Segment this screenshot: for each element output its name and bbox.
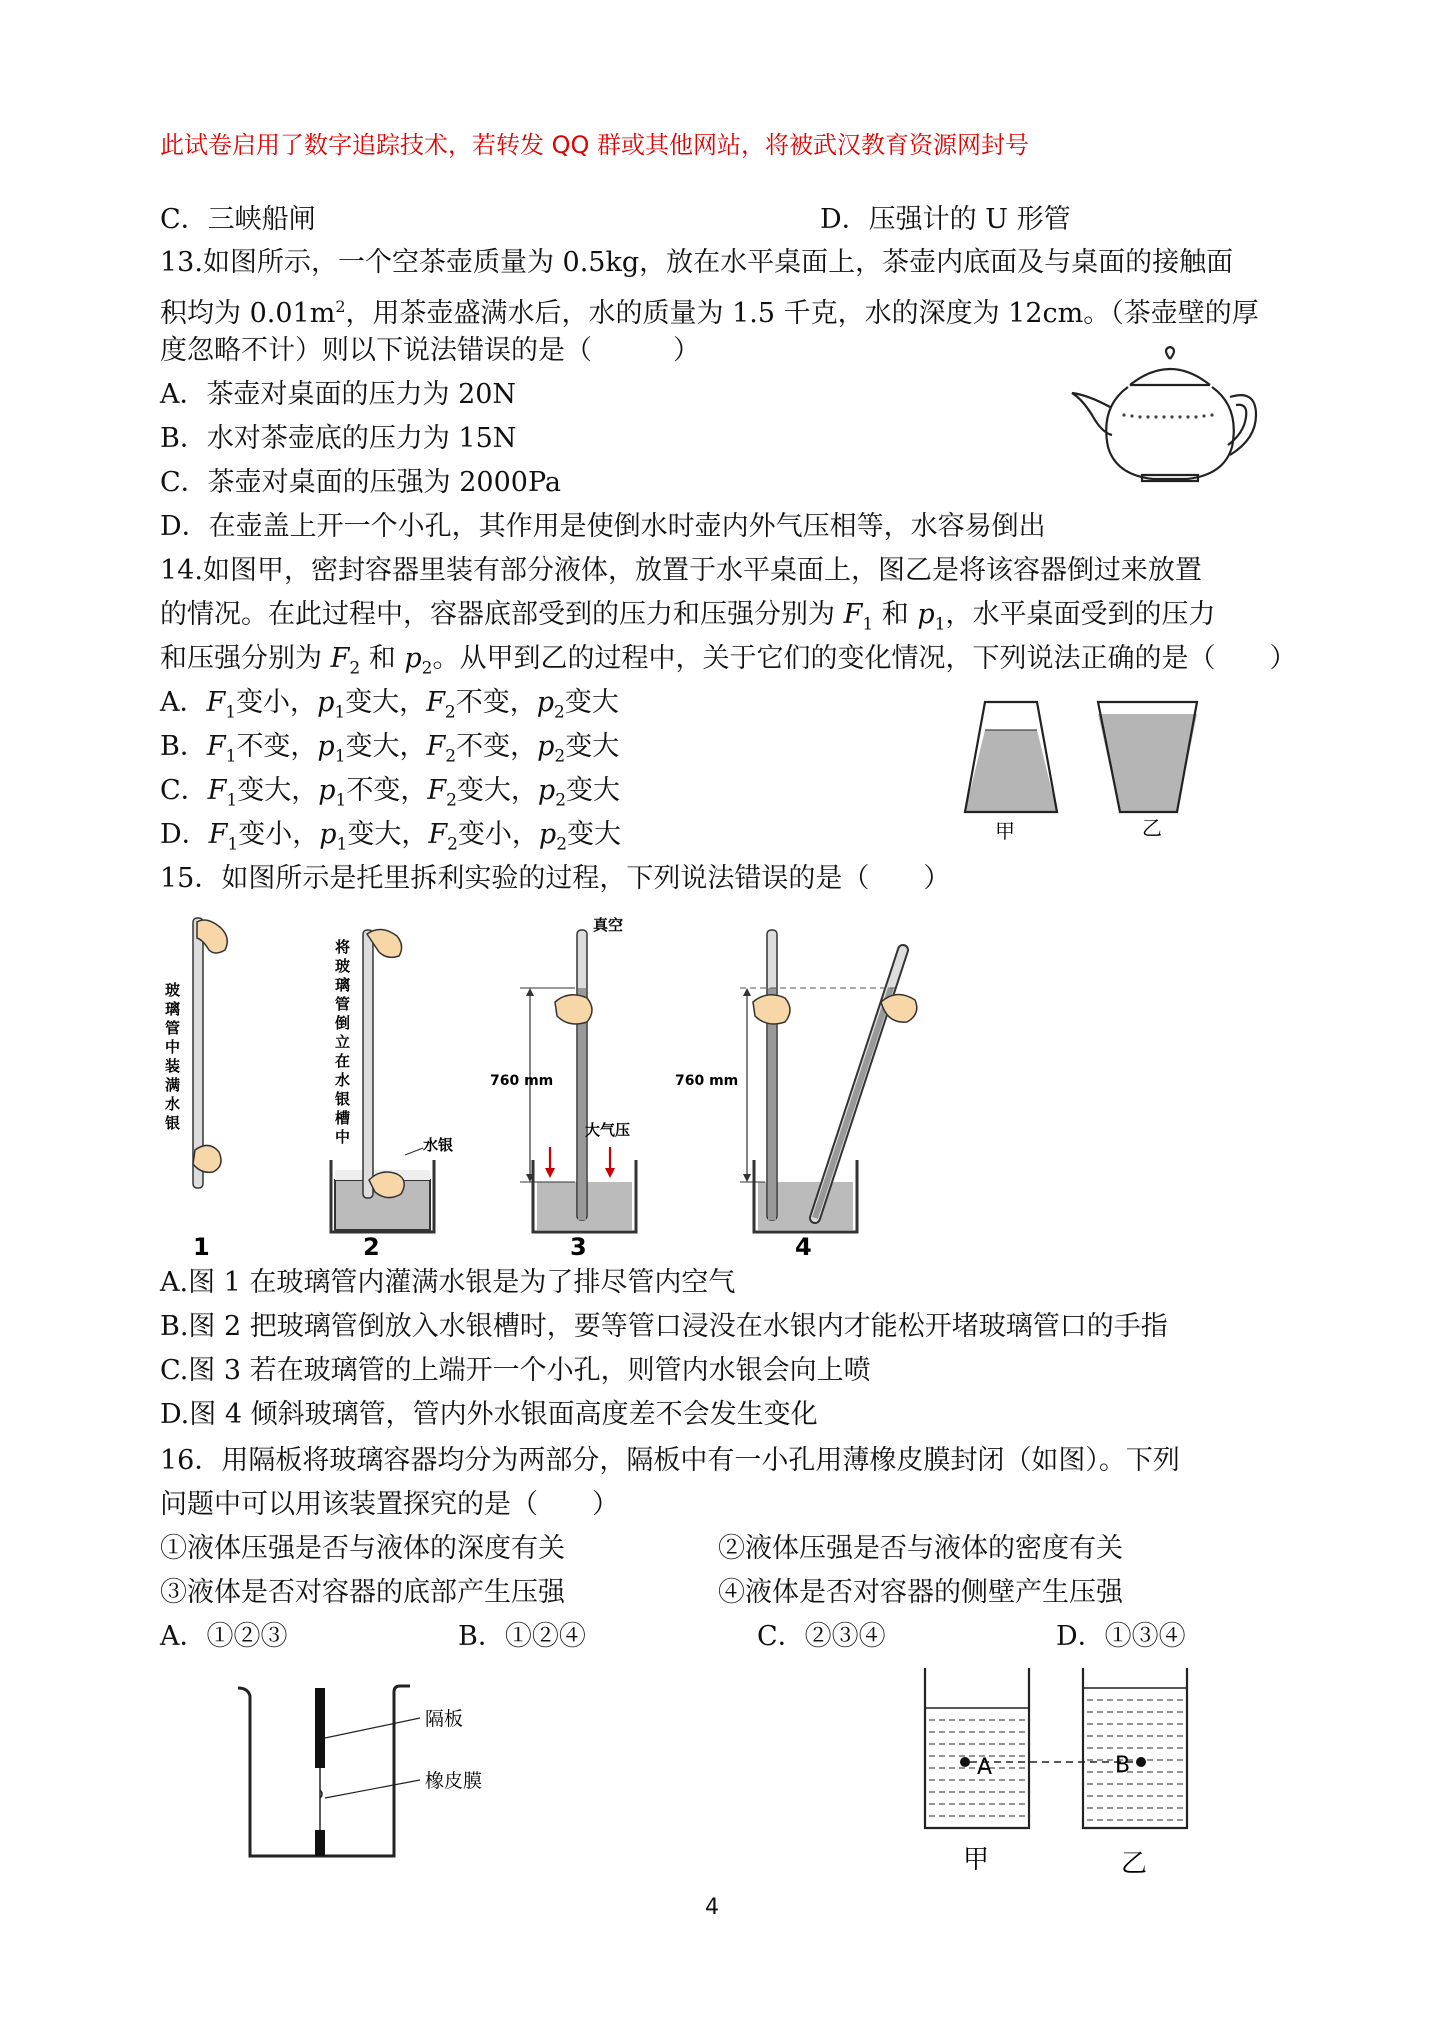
q13-stem-line1: 13.如图所示，一个空茶壶质量为 0.5kg，放在水平桌面上，茶壶内底面及与桌面的接触面 <box>160 247 1234 278</box>
q16-stem-line1: 16．用隔板将玻璃容器均分为两部分，隔板中有一小孔用薄橡皮膜封闭（如图）。下列 <box>160 1445 1180 1476</box>
q16-option-c: C．②③④ <box>757 1621 886 1652</box>
svg-text:满: 满 <box>165 1076 181 1094</box>
q13-option-b: B．水对茶壶底的压力为 15N <box>160 423 517 454</box>
svg-text:槽: 槽 <box>335 1109 351 1127</box>
label-jia: 甲 <box>995 819 1015 843</box>
container-jia <box>965 702 1057 812</box>
q12-option-d: D．压强计的 U 形管 <box>820 204 1071 235</box>
label-mercury: 水银 <box>423 1136 454 1154</box>
q14-stem-line1: 14.如图甲，密封容器里装有部分液体，放置于水平桌面上，图乙是将该容器倒过来放置 <box>160 555 1202 586</box>
fig-number-3: 3 <box>570 1233 587 1260</box>
q15-option-b: B.图 2 把玻璃管倒放入水银槽时，要等管口浸没在水银内才能松开堵玻璃管口的手指 <box>160 1311 1168 1342</box>
svg-text:水: 水 <box>165 1095 181 1113</box>
svg-text:装: 装 <box>165 1057 181 1075</box>
svg-text:中: 中 <box>165 1038 181 1056</box>
q16-option-a: A．①②③ <box>160 1621 288 1652</box>
label-point-a: A <box>977 1755 993 1780</box>
q16-item-3: ③液体是否对容器的底部产生压强 <box>160 1577 565 1608</box>
copyright-notice: 此试卷启用了数字追踪技术，若转发 QQ 群或其他网站，将被武汉教育资源网封号 <box>160 131 1030 159</box>
q14-option-c: C．$F_1$变大，$p_1$不变，$F_2$变大，$p_2$变大 <box>160 775 621 811</box>
q15-stem: 15．如图所示是托里拆利实验的过程，下列说法错误的是（ ） <box>160 863 951 894</box>
two-beakers-figure <box>915 1668 1215 1888</box>
svg-text:璃: 璃 <box>335 976 351 994</box>
fig4-setup <box>740 930 917 1232</box>
label-point-b: B <box>1115 1753 1131 1778</box>
svg-text:管: 管 <box>335 995 351 1013</box>
svg-text:在: 在 <box>335 1052 351 1070</box>
container-yi <box>1098 702 1197 812</box>
q14-stem-line2: 的情况。在此过程中，容器底部受到的压力和压强分别为 $F_1$ 和 $p_1$，水平桌面受到的压力 <box>160 599 1216 635</box>
q14-option-a: A．$F_1$变小，$p_1$变大，$F_2$不变，$p_2$变大 <box>160 687 619 723</box>
q16-option-b: B．①②④ <box>458 1621 586 1652</box>
svg-text:中: 中 <box>335 1128 351 1146</box>
svg-text:银: 银 <box>335 1090 351 1108</box>
q14-option-d: D．$F_1$变小，$p_1$变大，$F_2$变小，$p_2$变大 <box>160 819 622 855</box>
q15-option-d: D.图 4 倾斜玻璃管，管内外水银面高度差不会发生变化 <box>160 1399 818 1430</box>
q16-option-d: D．①③④ <box>1056 1621 1186 1652</box>
q13-stem-line2: 积均为 $0.01m^2$，用茶壶盛满水后，水的质量为 1.5 千克，水的深度为 12cm。（茶壶壁的厚 <box>160 297 1259 329</box>
q16-item-4: ④液体是否对容器的侧壁产生压强 <box>718 1577 1123 1608</box>
label-atm: 大气压 <box>585 1121 631 1139</box>
q15-option-a: A.图 1 在玻璃管内灌满水银是为了排尽管内空气 <box>160 1267 736 1298</box>
fig-number-4: 4 <box>795 1233 812 1260</box>
label-yi: 乙 <box>1121 1849 1148 1879</box>
q12-option-c: C．三峡船闸 <box>160 204 316 235</box>
svg-text:将: 将 <box>335 938 351 956</box>
beaker-partition-figure <box>230 1680 530 1870</box>
q13-option-c: C．茶壶对桌面的压强为 2000Pa <box>160 467 562 498</box>
label-760mm-fig4: 760 mm <box>675 1073 739 1089</box>
containers-figure <box>955 700 1215 850</box>
q13-option-a: A．茶壶对桌面的压力为 20N <box>160 379 517 410</box>
fig-number-1: 1 <box>193 1233 210 1260</box>
q13-option-d: D．在壶盖上开一个小孔，其作用是使倒水时壶内外气压相等，水容易倒出 <box>160 511 1046 542</box>
q15-option-c: C.图 3 若在玻璃管的上端开一个小孔，则管内水银会向上喷 <box>160 1355 871 1386</box>
label-membrane: 橡皮膜 <box>425 1770 483 1792</box>
svg-text:玻: 玻 <box>165 981 181 999</box>
q16-item-2: ②液体压强是否与液体的密度有关 <box>718 1533 1123 1564</box>
q16-item-1: ①液体压强是否与液体的深度有关 <box>160 1533 565 1564</box>
svg-text:倒: 倒 <box>335 1014 351 1032</box>
label-partition: 隔板 <box>425 1708 464 1730</box>
beaker-jia <box>925 1668 1029 1828</box>
q14-stem-line3: 和压强分别为 $F_2$ 和 $p_2$。从甲到乙的过程中，关于它们的变化情况，下列说法正确的是（ ） <box>160 643 1297 679</box>
q13-stem-line3: 度忽略不计）则以下说法错误的是（ ） <box>160 335 700 366</box>
svg-text:璃: 璃 <box>165 1000 181 1018</box>
torricelli-figure <box>155 910 945 1260</box>
svg-text:玻: 玻 <box>335 957 351 975</box>
svg-text:立: 立 <box>335 1033 351 1051</box>
svg-text:水: 水 <box>335 1071 351 1089</box>
page-number: 4 <box>705 1895 719 1920</box>
beaker-yi <box>1083 1668 1187 1828</box>
q14-option-b: B．$F_1$不变，$p_1$变大，$F_2$不变，$p_2$变大 <box>160 731 620 767</box>
label-760mm-fig3: 760 mm <box>490 1073 554 1089</box>
fig-number-2: 2 <box>363 1233 380 1260</box>
teapot-figure <box>1070 345 1260 485</box>
svg-text:银: 银 <box>165 1114 181 1132</box>
svg-text:管: 管 <box>165 1019 181 1037</box>
q16-stem-line2: 问题中可以用该装置探究的是（ ） <box>160 1489 619 1520</box>
label-vacuum: 真空 <box>593 916 624 934</box>
fig1-tube <box>193 918 227 1188</box>
label-jia: 甲 <box>963 1845 990 1875</box>
label-yi: 乙 <box>1142 816 1162 840</box>
